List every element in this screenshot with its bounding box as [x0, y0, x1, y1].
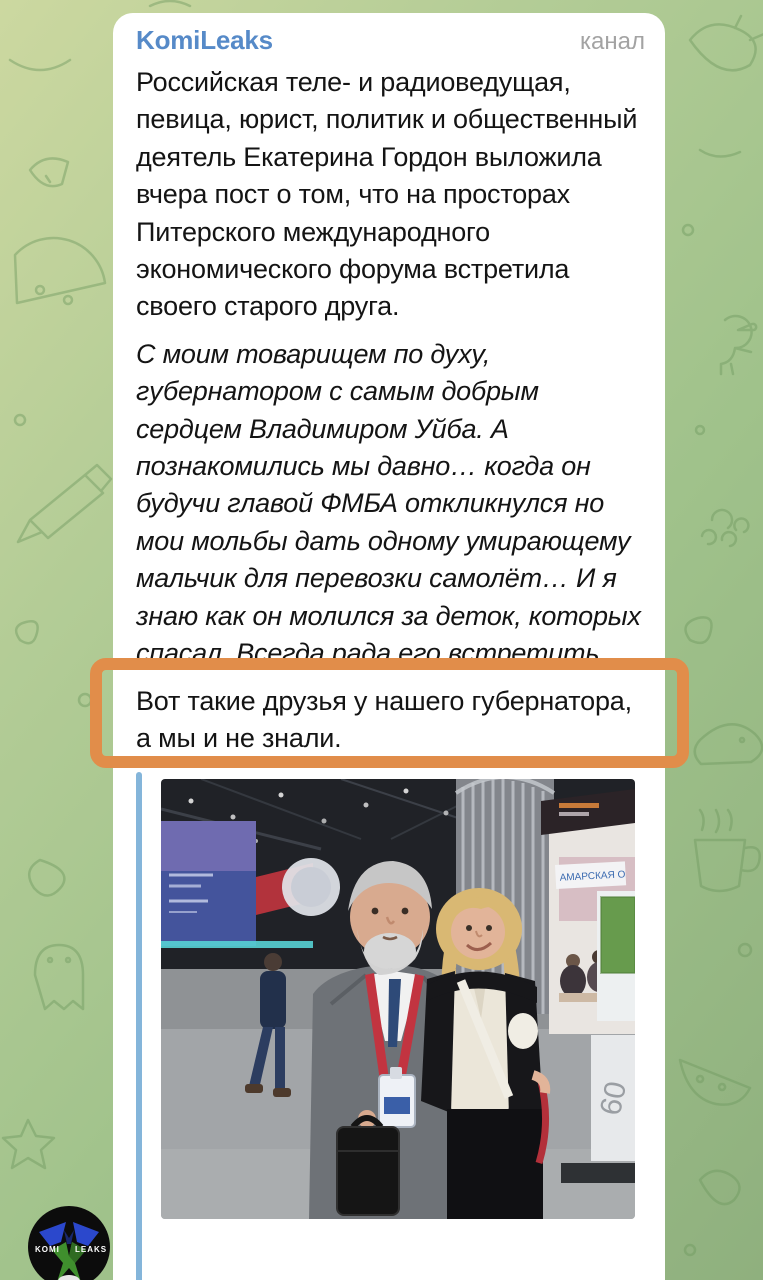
samara-sign-text: АМАРСКАЯ О — [559, 869, 626, 885]
forum-photo[interactable] — [161, 779, 635, 1219]
message-header — [136, 25, 645, 56]
quote-bar — [136, 772, 142, 1280]
highlighted-passage — [136, 683, 645, 758]
avatar-text-komi: KOMI — [35, 1245, 60, 1254]
forum-photo-art — [161, 779, 635, 1219]
message-text — [136, 64, 645, 757]
svg-text:60: 60 — [594, 1078, 634, 1119]
channel-name[interactable]: KomiLeaks — [136, 25, 273, 55]
quoted-photo-block — [136, 778, 645, 1280]
paragraph-intro: Российская теле- и радиоведущая, певица, юрист, политик и общественный деятель Екатерина Гордон выложила вчера пост о том, что на просторах Питерского международного экономического форума встретила своего старого друга. — [136, 67, 638, 322]
message-bubble — [113, 13, 665, 1280]
channel-type-label: канал — [580, 28, 645, 55]
avatar-text-leaks: LEAKS — [75, 1245, 108, 1254]
paragraph-highlighted: Вот такие друзья у нашего губернатора, а мы и не знали. — [136, 685, 632, 753]
paragraph-quote-italic: С моим товарищем по духу, губернатором с самым добрым сердцем Владимиром Уйба. А познакомились мы давно… когда он будучи главой ФМБА откликнулся но мои мольбы дать одному умирающему мальчик для перевозки самолёт… И я знаю как он молился за деток, которых спасал. Всегда рада его встретить. — [136, 338, 641, 669]
channel-avatar[interactable] — [28, 1206, 110, 1280]
